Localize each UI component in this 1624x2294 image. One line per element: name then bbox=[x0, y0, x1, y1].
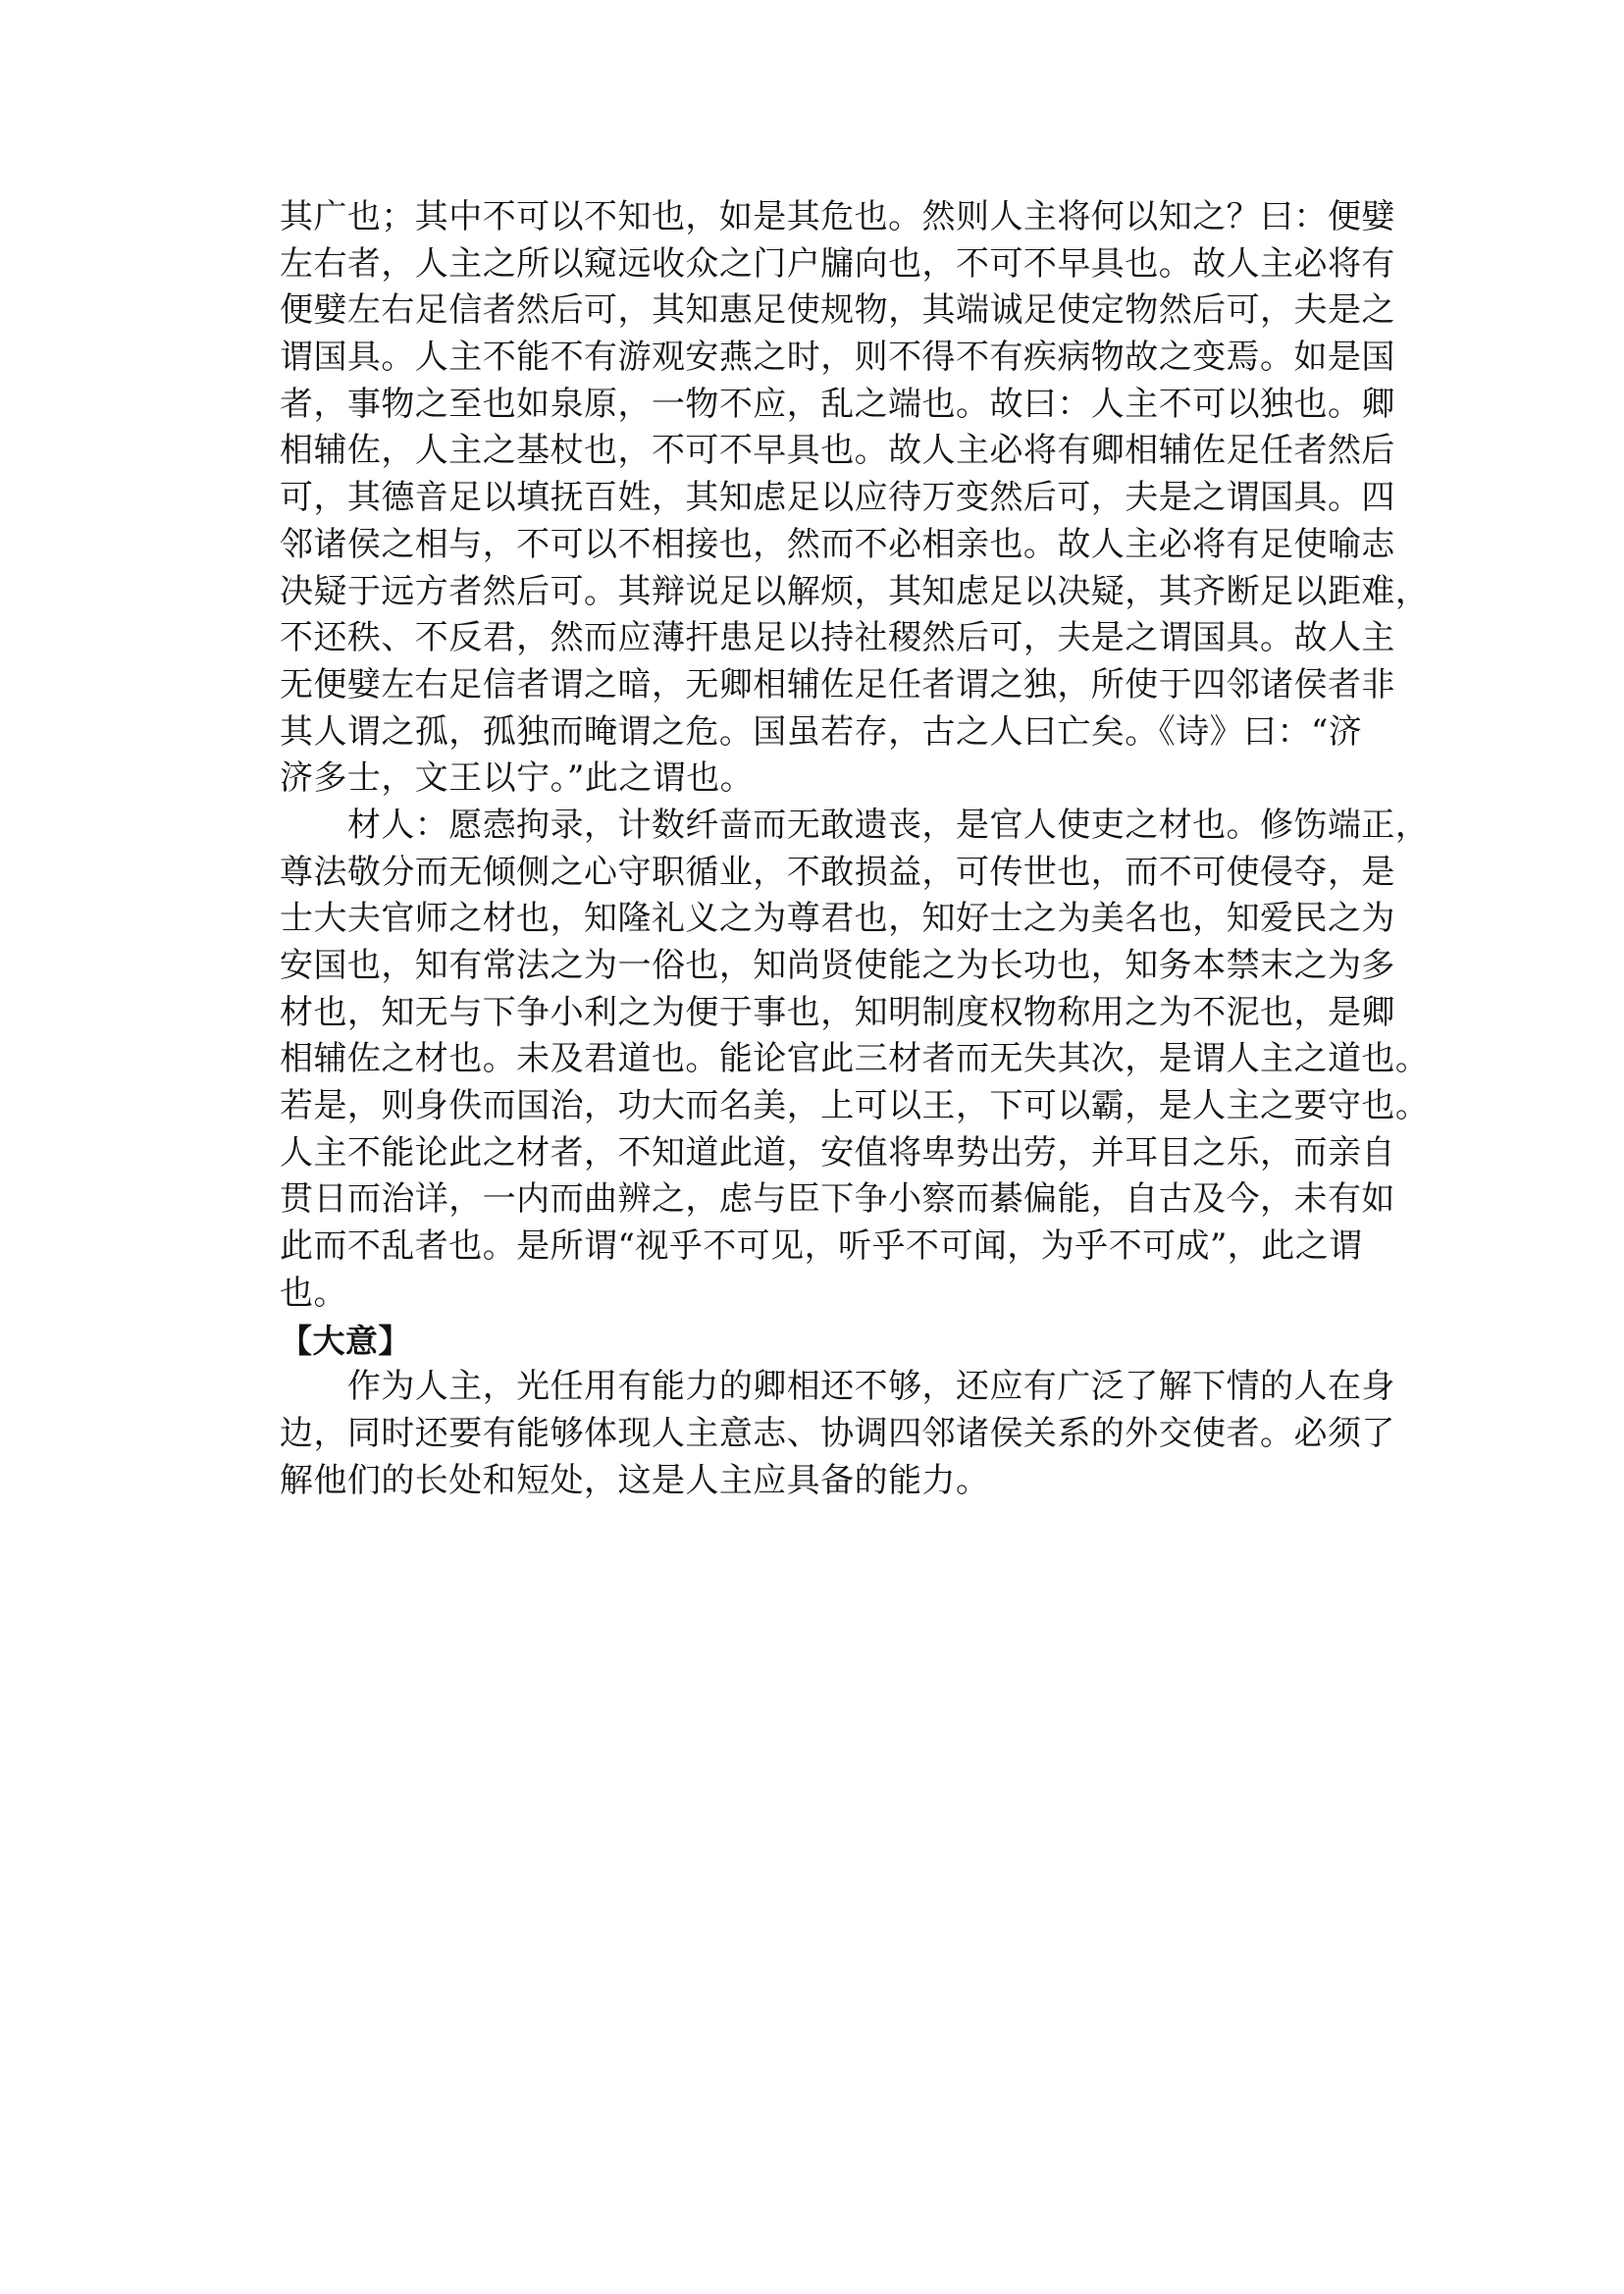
text-line: 贯日而治详，一内而曲辨之，虑与臣下争小察而綦偏能，自古及今，未有如 bbox=[280, 1179, 1395, 1220]
text-line: 也。 bbox=[280, 1273, 347, 1313]
text-line: 士大夫官师之材也，知隆礼义之为尊君也，知好士之为美名也，知爱民之为 bbox=[280, 899, 1395, 939]
text-line: 济多士，文王以宁。”此之谓也。 bbox=[280, 758, 755, 799]
text-line: 相辅佐之材也。未及君道也。能论官此三材者而无失其次，是谓人主之道也。 bbox=[280, 1039, 1430, 1079]
section-heading: 【大意】 bbox=[280, 1321, 411, 1360]
text-line: 谓国具。人主不能不有游观安燕之时，则不得不有疾病物故之变焉。如是国 bbox=[280, 338, 1395, 378]
summary-line: 解他们的长处和短处，这是人主应具备的能力。 bbox=[280, 1460, 990, 1500]
text-line: 相辅佐，人主之基杖也，不可不早具也。故人主必将有卿相辅佐足任者然后 bbox=[280, 431, 1395, 471]
text-line: 无便嬖左右足信者谓之暗，无卿相辅佐足任者谓之独，所使于四邻诸侯者非 bbox=[280, 664, 1395, 704]
text-line: 邻诸侯之相与，不可以不相接也，然而不必相亲也。故人主必将有足使喻志 bbox=[280, 524, 1395, 564]
text-line: 材人：愿悫拘录，计数纤啬而无敢遗丧，是官人使吏之材也。修饬端正， bbox=[280, 805, 1430, 845]
text-line: 可，其德音足以填抚百姓，其知虑足以应待万变然后可，夫是之谓国具。四 bbox=[280, 478, 1395, 518]
text-line: 其人谓之孤，孤独而晻谓之危。国虽若存，古之人曰亡矣。《诗》曰：“济 bbox=[280, 711, 1363, 752]
text-line: 若是，则身佚而国治，功大而名美，上可以王，下可以霸，是人主之要守也。 bbox=[280, 1086, 1430, 1126]
text-line: 尊法敬分而无倾侧之心守职循业，不敢损益，可传世也，而不可使侵夺，是 bbox=[280, 852, 1395, 892]
text-line: 其广也；其中不可以不知也，如是其危也。然则人主将何以知之？曰：便嬖 bbox=[280, 197, 1395, 236]
text-line: 安国也，知有常法之为一俗也，知尚贤使能之为长功也，知务本禁末之为多 bbox=[280, 946, 1395, 985]
text-line: 决疑于远方者然后可。其辩说足以解烦，其知虑足以决疑，其齐断足以距难， bbox=[280, 571, 1430, 611]
text-line: 便嬖左右足信者然后可，其知惠足使规物，其端诚足使定物然后可，夫是之 bbox=[280, 290, 1395, 331]
text-line: 材也，知无与下争小利之为便于事也，知明制度权物称用之为不泥也，是卿 bbox=[280, 992, 1395, 1032]
summary-line: 作为人主，光任用有能力的卿相还不够，还应有广泛了解下情的人在身 bbox=[280, 1367, 1395, 1407]
text-line: 不还秩、不反君，然而应薄扞患足以持社稷然后可，夫是之谓国具。故人主 bbox=[280, 618, 1395, 658]
text-line: 此而不乱者也。是所谓“视乎不可见，听乎不可闻，为乎不可成”，此之谓 bbox=[280, 1226, 1363, 1267]
text-line: 人主不能论此之材者，不知道此道，安值将卑势出劳，并耳目之乐，而亲自 bbox=[280, 1132, 1395, 1173]
text-line: 者，事物之至也如泉原，一物不应，乱之端也。故曰：人主不可以独也。卿 bbox=[280, 384, 1395, 424]
text-line: 左右者，人主之所以窥远收众之门户牖向也，不可不早具也。故人主必将有 bbox=[280, 243, 1395, 284]
document-text bbox=[280, 194, 1430, 1504]
summary-line: 边，同时还要有能够体现人主意志、协调四邻诸侯关系的外交使者。必须了 bbox=[280, 1413, 1395, 1453]
